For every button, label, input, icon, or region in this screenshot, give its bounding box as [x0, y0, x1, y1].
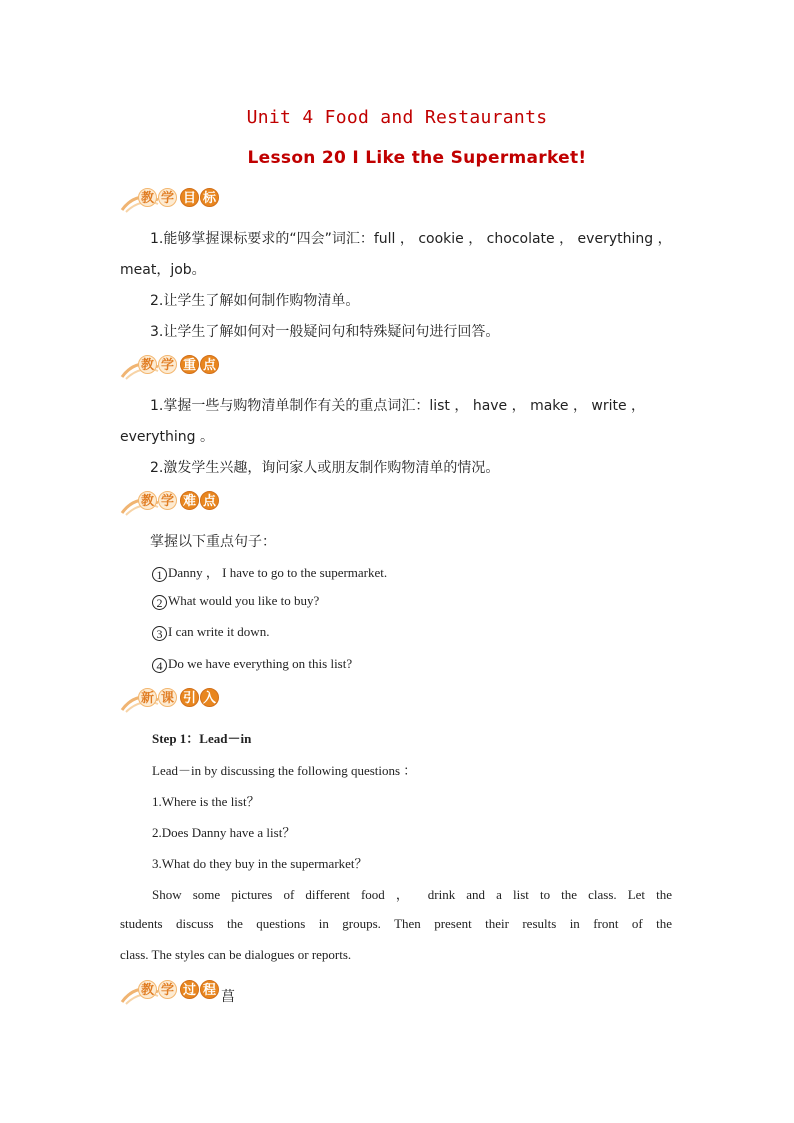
section-header-char: 教	[138, 188, 157, 207]
question-2: 2.Does Danny have a list？	[152, 825, 296, 840]
activity-paragraph-line-1: Show some pictures of different food ， drink and a list to the class. Let the	[152, 887, 672, 902]
key-sentence-4	[152, 656, 352, 673]
section-header-char: 点	[200, 355, 219, 374]
lead-in-description: Lead－in by discussing the following questions ：	[152, 763, 417, 778]
section-header-char: 目	[180, 188, 199, 207]
section-header-char: 程	[200, 980, 219, 999]
key-sentence-2	[152, 593, 319, 610]
section-header-char: 教	[138, 491, 157, 510]
activity-paragraph-line-3: class. The styles can be dialogues or reports.	[120, 947, 352, 962]
key-sentence-text: Danny ， I have to go to the supermarket.	[168, 565, 388, 580]
section-header-char: 学	[158, 491, 177, 510]
section-header-char: 课	[158, 688, 177, 707]
keypoint-item-1: 1.掌握一些与购物清单制作有关的重点词汇：list ， have ， make ， write ，	[150, 398, 646, 414]
objective-item-1: 1.能够掌握课标要求的“四会”词汇：full ， cookie ， chocolate ， everything ，	[150, 231, 672, 247]
key-sentence-1	[152, 562, 387, 582]
objective-item-3: 3.让学生了解如何对一般疑问句和特殊疑问句进行回答。	[150, 324, 500, 340]
question-3: 3.What do they buy in the supermarket？	[152, 856, 368, 871]
section-header-char: 学	[158, 355, 177, 374]
section-header-char: 引	[180, 688, 199, 707]
section-header-difficulties	[120, 489, 240, 515]
keypoint-item-1-cont: everything 。	[120, 429, 215, 445]
section-header-process	[120, 978, 260, 1004]
key-sentence-text: What would you like to buy?	[168, 593, 320, 608]
circled-number: 4	[152, 658, 167, 673]
circled-number: 3	[152, 626, 167, 641]
trailing-character: 菖	[221, 989, 235, 1005]
section-header-keypoints	[120, 353, 240, 379]
difficulties-intro: 掌握以下重点句子：	[150, 534, 276, 550]
lesson-title: Lesson 20 I Like the Supermarket!	[247, 148, 587, 168]
keypoint-item-2: 2.激发学生兴趣，询问家人或朋友制作购物清单的情况。	[150, 460, 500, 476]
key-sentence-text: Do we have everything on this list?	[168, 656, 353, 671]
circled-number: 2	[152, 595, 167, 610]
activity-paragraph-line-2: students discuss the questions in groups. Then present their results in front of the	[120, 916, 672, 931]
section-header-char: 过	[180, 980, 199, 999]
section-header-objectives	[120, 186, 240, 212]
circled-number: 1	[152, 567, 167, 582]
step-heading: Step 1：Lead－in	[152, 731, 252, 746]
section-header-char: 新	[138, 688, 157, 707]
section-header-char: 入	[200, 688, 219, 707]
key-sentence-3	[152, 624, 269, 641]
key-sentence-text: I can write it down.	[168, 624, 270, 639]
section-header-char: 难	[180, 491, 199, 510]
question-1: 1.Where is the list？	[152, 794, 260, 809]
section-header-char: 重	[180, 355, 199, 374]
objective-item-1-cont: meat，job。	[120, 262, 206, 278]
section-header-intro	[120, 686, 240, 712]
unit-title: Unit 4 Food and Restaurants	[246, 107, 548, 128]
section-header-char: 标	[200, 188, 219, 207]
section-header-char: 教	[138, 355, 157, 374]
section-header-char: 学	[158, 980, 177, 999]
section-header-char: 学	[158, 188, 177, 207]
section-header-char: 教	[138, 980, 157, 999]
section-header-char: 点	[200, 491, 219, 510]
objective-item-2: 2.让学生了解如何制作购物清单。	[150, 293, 360, 309]
